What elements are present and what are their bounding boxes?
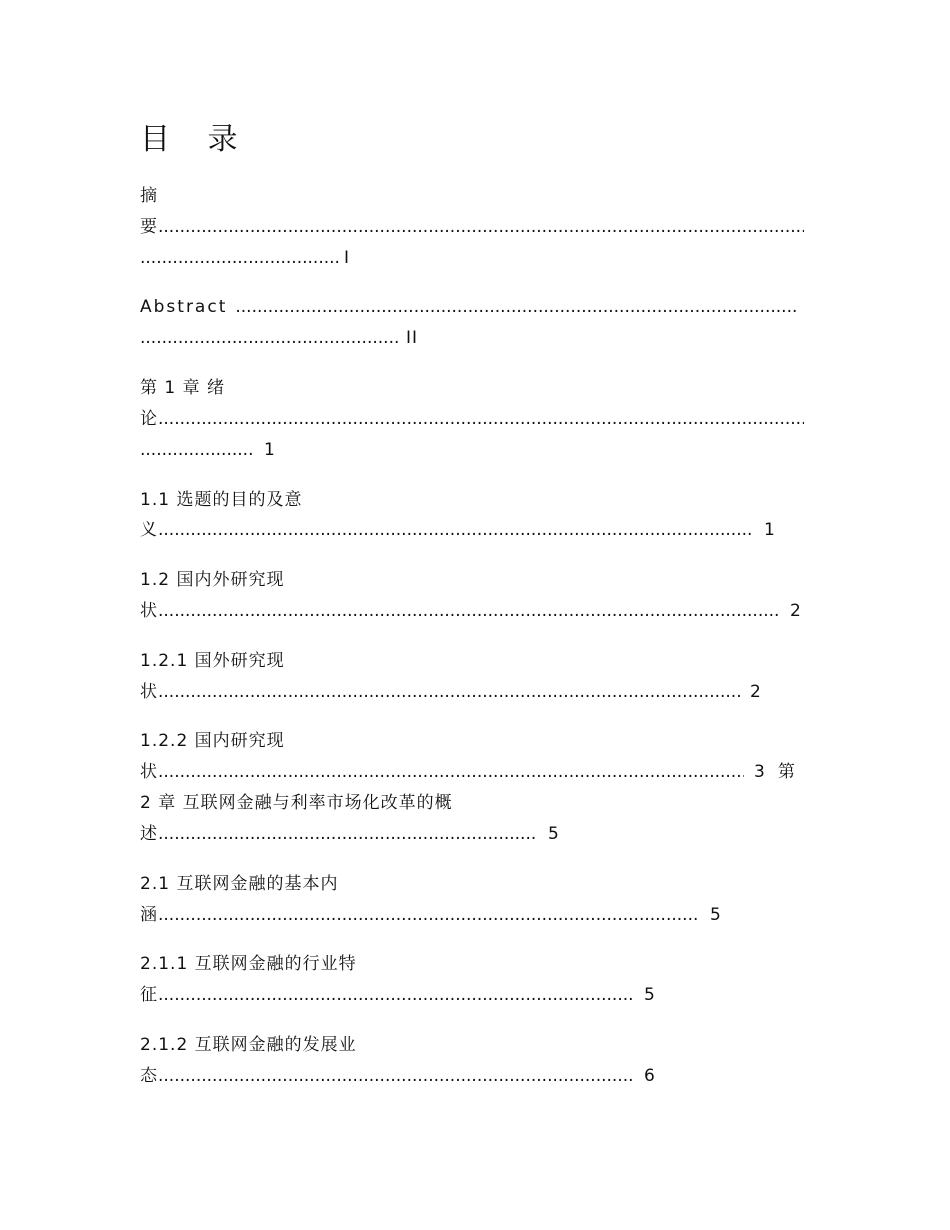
toc-entry-1-1-line1: 1.1 选题的目的及意: [140, 490, 303, 510]
toc-entry-text: Abstract: [140, 297, 228, 317]
toc-entry-chapter1-line1: 第 1 章 绪: [140, 378, 226, 398]
toc-page-number: 5: [710, 905, 722, 925]
toc-page-number: 2: [790, 601, 802, 621]
toc-leader-dots: [158, 760, 744, 784]
toc-entry-2-1-line2: [140, 903, 806, 927]
toc-leader-dots: [158, 903, 700, 927]
toc-leader-dots: [140, 438, 254, 462]
toc-leader-dots: [158, 599, 780, 623]
toc-leader-dots: [158, 680, 740, 704]
toc-leader-dots: [158, 983, 634, 1007]
toc-leader-dots: [158, 518, 754, 542]
toc-page-number: 5: [644, 985, 656, 1005]
toc-entry-abstract-cn-line2: [140, 215, 806, 239]
toc-page-number: 5: [548, 824, 560, 844]
toc-entry-2-1-2-line2: [140, 1064, 806, 1088]
toc-entry-1-2-2-line2: [140, 760, 806, 784]
toc-page-number: II: [406, 328, 419, 348]
toc-title: 目 录: [140, 122, 252, 157]
toc-page-number: 3: [754, 762, 766, 782]
toc-leader-dots: [158, 215, 804, 239]
toc-entry-text-continuation: 第: [777, 762, 796, 782]
toc-entry-1-2-1-line2: [140, 680, 806, 704]
toc-entry-text: 义: [140, 520, 158, 540]
toc-entry-chapter1-line2: [140, 407, 806, 431]
toc-page-number: 1: [264, 440, 276, 460]
toc-entry-abstract-en-line2: [140, 326, 806, 350]
toc-entry-chapter1-line3: [140, 438, 806, 462]
toc-entry-1-2-1-line1: 1.2.1 国外研究现: [140, 651, 285, 671]
toc-leader-dots: [158, 822, 538, 846]
toc-entry-2-1-line1: 2.1 互联网金融的基本内: [140, 874, 339, 894]
toc-entry-2-1-1-line2: [140, 983, 806, 1007]
toc-entry-abstract-en-line1: [140, 295, 806, 319]
toc-entry-abstract-cn-line3: [140, 246, 806, 270]
toc-entry-text: 涵: [140, 905, 158, 925]
toc-entry-abstract-cn-line1: 摘: [140, 186, 158, 206]
toc-leader-dots: [158, 1064, 634, 1088]
toc-page-number: I: [344, 248, 351, 268]
toc-entry-1-2-line2: [140, 599, 806, 623]
toc-entry-1-1-line2: [140, 518, 806, 542]
toc-entry-text: 状: [140, 682, 158, 702]
toc-entry-chapter2-line2: [140, 822, 806, 846]
toc-entry-text: 要: [140, 217, 158, 237]
toc-entry-text: 态: [140, 1066, 158, 1086]
toc-leader-dots: [158, 407, 804, 431]
toc-entry-1-2-line1: 1.2 国内外研究现: [140, 570, 285, 590]
toc-entry-1-2-2-line1: 1.2.2 国内研究现: [140, 731, 285, 751]
toc-leader-dots: [140, 246, 340, 270]
toc-leader-dots: [235, 295, 799, 319]
toc-entry-text: 状: [140, 601, 158, 621]
toc-page-number: 1: [764, 520, 776, 540]
toc-entry-text: 征: [140, 985, 158, 1005]
toc-entry-2-1-2-line1: 2.1.2 互联网金融的发展业: [140, 1035, 357, 1055]
toc-entry-2-1-1-line1: 2.1.1 互联网金融的行业特: [140, 954, 357, 974]
toc-entry-chapter2-line1: 2 章 互联网金融与利率市场化改革的概: [140, 793, 453, 813]
toc-entry-text: 论: [140, 409, 158, 429]
toc-entry-text: 状: [140, 762, 158, 782]
toc-page-number: 2: [750, 682, 762, 702]
toc-leader-dots: [140, 326, 398, 350]
toc-page-number: 6: [644, 1066, 656, 1086]
toc-entry-text: 述: [140, 824, 158, 844]
